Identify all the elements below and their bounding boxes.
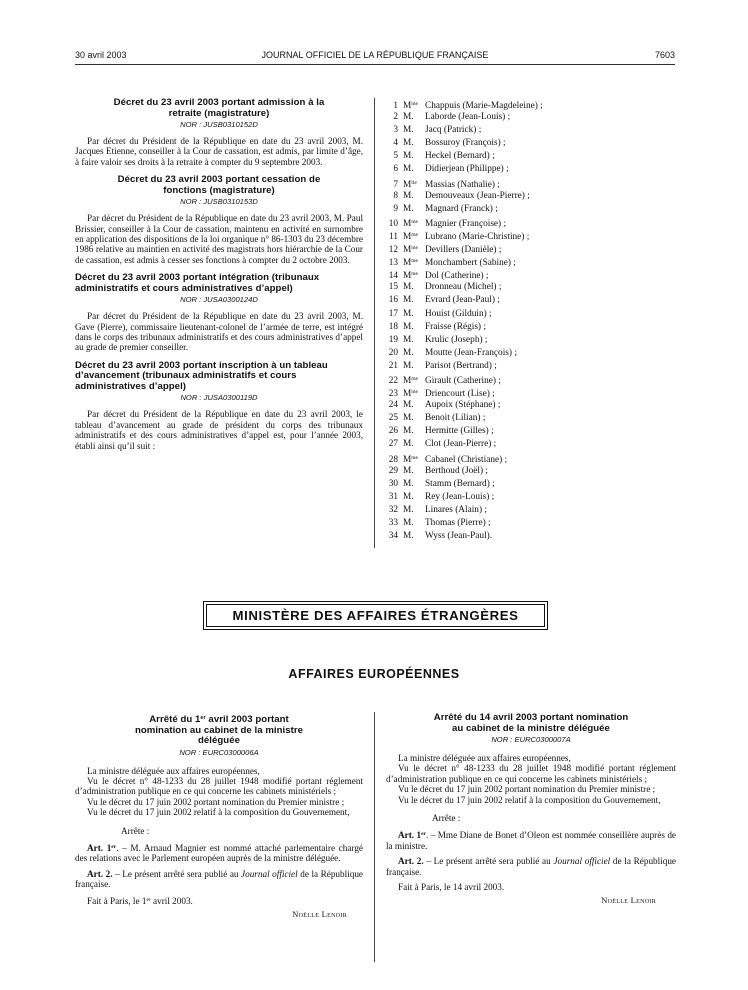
list-item-number: 17 bbox=[388, 308, 398, 319]
list-item-number: 19 bbox=[388, 334, 398, 345]
list-item-title: M. bbox=[403, 439, 414, 450]
arrete-2-p2: Vu le décret n° 48-1233 du 28 juillet 1948 modifié portant réglement d’administration publique en ce qui concerne les cabinets ministériels ; bbox=[386, 763, 676, 784]
list-item-name: Jacq (Patrick) ; bbox=[425, 125, 482, 136]
page-header bbox=[75, 50, 675, 64]
list-item-title: $M^{me}$ bbox=[403, 454, 419, 465]
list-item bbox=[386, 242, 676, 255]
list-item-title: M. bbox=[403, 151, 414, 162]
list-item-number: 1 bbox=[393, 101, 398, 111]
list-item-name: Chappuis (Marie-Magdeleine) ; bbox=[425, 101, 543, 111]
decree-3-nor: NOR : JUSA0300124D bbox=[180, 295, 258, 305]
list-item-name: Bossuroy (François) ; bbox=[425, 138, 506, 149]
list-item-name: Aupoix (Stéphane) ; bbox=[425, 400, 501, 411]
arrete-1-p1: La ministre déléguée aux affaires européennes, bbox=[87, 765, 260, 776]
list-item-name: Hermitte (Gilles) ; bbox=[425, 426, 494, 437]
list-item bbox=[386, 399, 676, 412]
list-item-number: 10 bbox=[388, 218, 398, 229]
list-item-name: Magnier (Françoise) ; bbox=[425, 218, 507, 229]
list-item-number: 26 bbox=[388, 426, 398, 437]
list-item-title: M. bbox=[403, 400, 414, 411]
arrete-1-nor: NOR : EURC0300006A bbox=[179, 747, 259, 757]
list-item-number: 12 bbox=[388, 245, 398, 256]
arrete-2-signature: Noëlle Lenoir bbox=[601, 895, 656, 906]
list-item-name: Heckel (Bernard) ; bbox=[425, 151, 495, 162]
list-item bbox=[386, 373, 676, 386]
list-item bbox=[386, 124, 676, 137]
list-item-name: Krulic (Joseph) ; bbox=[425, 334, 488, 345]
list-item-title: $M^{me}$ bbox=[403, 258, 419, 269]
list-item-title: M. bbox=[403, 347, 414, 358]
list-item bbox=[386, 478, 676, 491]
list-item-number: 24 bbox=[388, 400, 398, 411]
decree-2-body: Par décret du Président de la République en date du 23 avril 2003, M. Paul Brissier, conseiller à la Cour de cassation, maintenu en activité en surnombre en application des dispositions de la loi organique n° 86-1303 du 23 décembre 1986 relative au maintien en activité des magistrats hors hiérarchie de la Cour de cassation, est admis à cesser ses fonctions à compter du 2 octobre 2003. bbox=[75, 213, 363, 265]
list-item-name: Driencourt (Lise) ; bbox=[425, 389, 495, 400]
list-item-number: 13 bbox=[388, 258, 398, 269]
header-journal-title: JOURNAL OFFICIEL DE LA RÉPUBLIQUE FRANÇAISE bbox=[261, 50, 489, 60]
list-item-number: 14 bbox=[388, 271, 398, 282]
list-item-name: Magnard (Franck) ; bbox=[425, 203, 498, 214]
list-item-title: M. bbox=[403, 426, 414, 437]
list-item-title: $M^{me}$ bbox=[403, 218, 419, 229]
list-item bbox=[386, 137, 676, 150]
list-item-number: 34 bbox=[388, 531, 398, 542]
list-item bbox=[386, 347, 676, 360]
column-divider-lower bbox=[374, 712, 375, 962]
list-item bbox=[386, 98, 676, 111]
decree-2-title: Décret du 23 avril 2003 portant cessation de fonctions (magistrature) bbox=[117, 174, 321, 196]
list-item bbox=[386, 504, 676, 517]
decree-3-title: Décret du 23 avril 2003 portant intégration (tribunaux administratifs et cours administratives d’appel) bbox=[75, 272, 320, 294]
list-item-name: Houist (Gilduin) ; bbox=[425, 308, 492, 319]
column-divider bbox=[374, 98, 375, 548]
arrete-2-fait: Fait à Paris, le 14 avril 2003. bbox=[398, 882, 505, 893]
list-item-title: M. bbox=[403, 190, 414, 201]
list-item-title: M. bbox=[403, 164, 414, 175]
list-item-name: Massias (Nathalie) ; bbox=[425, 179, 500, 190]
list-item-number: 11 bbox=[389, 231, 398, 242]
list-item-number: 9 bbox=[393, 203, 398, 214]
list-item-name: Parisot (Bertrand) ; bbox=[425, 360, 497, 371]
list-item bbox=[386, 491, 676, 504]
list-item-title: M. bbox=[403, 203, 414, 214]
decree-1-nor: NOR : JUSB0310152D bbox=[180, 120, 258, 129]
list-item-name: Thomas (Pierre) ; bbox=[425, 518, 491, 528]
list-item-name: Berthoud (Joël) ; bbox=[425, 465, 488, 476]
list-item bbox=[386, 111, 676, 124]
list-item-number: 31 bbox=[388, 491, 398, 502]
list-item-number: 28 bbox=[388, 454, 398, 465]
list-item-name: Wyss (Jean-Paul). bbox=[425, 531, 493, 542]
list-item-number: 25 bbox=[388, 413, 398, 424]
list-item-title: M. bbox=[403, 282, 414, 293]
list-item-number: 21 bbox=[388, 360, 398, 371]
arrete-1-article-1: Art. 1er. – M. Arnaud Magnier est nommé attaché parlementaire chargé des relations avec le Parlement européen auprès de la ministre déléguée. bbox=[75, 842, 363, 864]
decree-1-body: Par décret du Président de la République en date du 23 avril 2003, M. Jacques Etienne, conseiller à la Cour de cassation, est admis, par limite d’âge, à faire valoir ses droits à la retraite à compter du 9 septembre 2003. bbox=[75, 136, 363, 167]
list-item bbox=[386, 321, 676, 334]
decree-1-title: Décret du 23 avril 2003 portant admission à la retraite (magistrature) bbox=[113, 97, 325, 119]
list-item bbox=[386, 268, 676, 281]
arrete-1-title: Arrêté du 1er avril 2003 portant nomination au cabinet de la ministre déléguée bbox=[134, 714, 304, 746]
list-item-number: 20 bbox=[388, 347, 398, 358]
list-item-name: Monchambert (Sabine) ; bbox=[425, 258, 516, 269]
arrete-2-article-2: Art. 2. – Le présent arrêté sera publié au Journal officiel de la République française. bbox=[386, 856, 676, 877]
arrete-2-nor: NOR : EURC0300007A bbox=[491, 735, 571, 744]
list-item-title: $M^{me}$ bbox=[403, 101, 419, 111]
arrete-1-p2: Vu le décret n° 48-1233 du 28 juillet 1948 modifié portant réglement d’administration publique en ce qui concerne les cabinets ministériels ; bbox=[75, 775, 363, 797]
list-item bbox=[386, 190, 676, 203]
arrete-1 bbox=[75, 713, 363, 919]
arrete-1-article-2: Art. 2. – Le présent arrêté sera publié au Journal officiel de la République française. bbox=[75, 868, 363, 890]
arrete-2 bbox=[386, 713, 676, 905]
list-item-name: Laborde (Jean-Louis) ; bbox=[425, 112, 511, 123]
list-item-number: 33 bbox=[388, 518, 398, 528]
list-item-title: $M^{me}$ bbox=[403, 389, 419, 400]
list-item-name: Dronneau (Michel) ; bbox=[425, 282, 502, 293]
decree-3-body: Par décret du Président de la République en date du 23 avril 2003, M. Gave (Pierre), commissaire lieutenant-colonel de l’armée de terre, est intégré dans le corps des tribunaux administratifs et des cours administratives d’appel au grade de premier conseiller. bbox=[75, 311, 363, 353]
arrete-2-arrete: Arrête : bbox=[432, 813, 461, 824]
list-item bbox=[386, 163, 676, 176]
arrete-1-p4: Vu le décret du 17 juin 2002 relatif à la composition du Gouvernement, bbox=[87, 807, 350, 818]
list-item-number: 15 bbox=[388, 282, 398, 293]
ministry-title: MINISTÈRE DES AFFAIRES ÉTRANGÈRES bbox=[206, 604, 545, 627]
list-item-title: M. bbox=[403, 478, 414, 489]
list-item-title: M. bbox=[403, 491, 414, 502]
list-item bbox=[386, 294, 676, 307]
arrete-1-signature: Noëlle Lenoir bbox=[292, 908, 347, 919]
list-item-title: M. bbox=[403, 138, 414, 149]
list-item bbox=[386, 255, 676, 268]
list-item-name: Demouveaux (Jean-Pierre) ; bbox=[425, 190, 530, 201]
list-item-name: Girault (Catherine) ; bbox=[425, 375, 501, 386]
advancement-list bbox=[386, 98, 676, 543]
list-item-title: M. bbox=[403, 112, 414, 123]
list-item-name: Benoit (Lilian) ; bbox=[425, 413, 486, 424]
list-item-title: $M^{lle}$ bbox=[403, 179, 417, 190]
list-item bbox=[386, 425, 676, 438]
list-item-name: Devillers (Danièle) ; bbox=[425, 245, 502, 256]
list-item-number: 30 bbox=[388, 478, 398, 489]
list-item-number: 23 bbox=[388, 389, 398, 400]
list-item-name: Evrard (Jean-Paul) ; bbox=[425, 295, 500, 306]
list-item-number: 2 bbox=[393, 112, 398, 123]
list-item-title: M. bbox=[403, 504, 414, 515]
arrete-2-p4: Vu le décret du 17 juin 2002 relatif à la composition du Gouvernement, bbox=[398, 794, 661, 805]
list-item bbox=[386, 203, 676, 216]
list-item-number: 8 bbox=[393, 190, 398, 201]
arrete-1-arrete: Arrête : bbox=[121, 825, 150, 836]
list-item-name: Didierjean (Philippe) ; bbox=[425, 164, 509, 175]
list-item-title: M. bbox=[403, 334, 414, 345]
list-item-name: Dol (Catherine) ; bbox=[425, 271, 489, 282]
list-item-title: M. bbox=[403, 465, 414, 476]
list-item-name: Moutte (Jean-François) ; bbox=[425, 347, 517, 358]
header-page-number: 7603 bbox=[654, 50, 675, 60]
list-item-number: 27 bbox=[388, 439, 398, 450]
list-item bbox=[386, 216, 676, 229]
list-item-number: 6 bbox=[393, 164, 398, 175]
list-item-number: 18 bbox=[388, 321, 398, 332]
list-item bbox=[386, 530, 676, 543]
list-item bbox=[386, 334, 676, 347]
list-item bbox=[386, 281, 676, 294]
list-item-name: Lubrano (Marie-Christine) ; bbox=[425, 231, 530, 242]
list-item bbox=[386, 452, 676, 465]
list-item-number: 7 bbox=[393, 179, 398, 190]
list-item-title: M. bbox=[403, 308, 414, 319]
list-item-title: M. bbox=[403, 360, 414, 371]
ministry-banner bbox=[203, 601, 548, 630]
left-column-decrees bbox=[75, 98, 363, 451]
list-item-name: Rey (Jean-Louis) ; bbox=[425, 491, 495, 502]
header-date: 30 avril 2003 bbox=[75, 50, 127, 60]
list-item-title: M. bbox=[403, 518, 414, 528]
list-item-title: M. bbox=[403, 321, 414, 332]
section-title: AFFAIRES EUROPÉENNES bbox=[288, 667, 460, 681]
list-item bbox=[386, 150, 676, 163]
list-item-name: Cabanel (Christiane) ; bbox=[425, 454, 508, 465]
list-item-name: Fraisse (Régis) ; bbox=[425, 321, 486, 332]
list-item-name: Linares (Alain) ; bbox=[425, 504, 487, 515]
list-item-number: 29 bbox=[388, 465, 398, 476]
list-item bbox=[386, 177, 676, 190]
list-item bbox=[386, 517, 676, 530]
list-item bbox=[386, 308, 676, 321]
list-item-number: 3 bbox=[393, 125, 398, 136]
arrete-2-title: Arrêté du 14 avril 2003 portant nomination au cabinet de la ministre déléguée bbox=[433, 712, 629, 734]
decree-4-title: Décret du 23 avril 2003 portant inscription à un tableau d’avancement (tribunaux administratifs et cours administratives d’appel) bbox=[75, 359, 328, 392]
list-item bbox=[386, 438, 676, 451]
arrete-1-fait: Fait à Paris, le 1er avril 2003. bbox=[87, 895, 193, 906]
list-item bbox=[386, 360, 676, 373]
arrete-2-p1: La ministre déléguée aux affaires européennes, bbox=[398, 753, 571, 763]
list-item-title: M. bbox=[403, 531, 414, 542]
list-item-number: 22 bbox=[388, 375, 398, 386]
decree-4-body: Par décret du Président de la République en date du 23 avril 2003, le tableau d’avancement au grade de président du corps des tribunaux administratifs et des cours administratives d’appel est, pour l’année 2003, établi ainsi qu’il suit : bbox=[75, 409, 363, 451]
list-item-number: 32 bbox=[388, 504, 398, 515]
list-item-title: M. bbox=[403, 413, 414, 424]
list-item-number: 16 bbox=[388, 295, 398, 306]
list-item-name: Stamm (Bernard) ; bbox=[425, 478, 495, 489]
header-rule bbox=[75, 64, 675, 65]
list-item bbox=[386, 412, 676, 425]
arrete-2-article-1: Art. 1er. – Mme Diane de Bonet d’Oleon est nommée conseillère auprès de la ministre. bbox=[386, 830, 676, 851]
arrete-2-p3: Vu le décret du 17 juin 2002 portant nomination du Premier ministre ; bbox=[398, 784, 656, 795]
list-item-title: $M^{me}$ bbox=[403, 231, 419, 242]
list-item-title: $M^{me}$ bbox=[403, 271, 419, 282]
list-item-name: Clot (Jean-Pierre) ; bbox=[425, 439, 497, 450]
arrete-1-p3: Vu le décret du 17 juin 2002 portant nomination du Premier ministre ; bbox=[87, 796, 345, 807]
list-item-number: 4 bbox=[393, 138, 398, 149]
list-item bbox=[386, 386, 676, 399]
list-item bbox=[386, 465, 676, 478]
list-item bbox=[386, 229, 676, 242]
list-item-title: M. bbox=[403, 295, 414, 306]
list-item-title: $M^{me}$ bbox=[403, 375, 419, 386]
list-item-number: 5 bbox=[393, 151, 398, 162]
list-item-title: $M^{me}$ bbox=[403, 245, 419, 256]
decree-4-nor: NOR : JUSA0300119D bbox=[180, 393, 258, 403]
decree-2-nor: NOR : JUSB0310153D bbox=[180, 197, 258, 207]
list-item-title: M. bbox=[403, 125, 414, 136]
